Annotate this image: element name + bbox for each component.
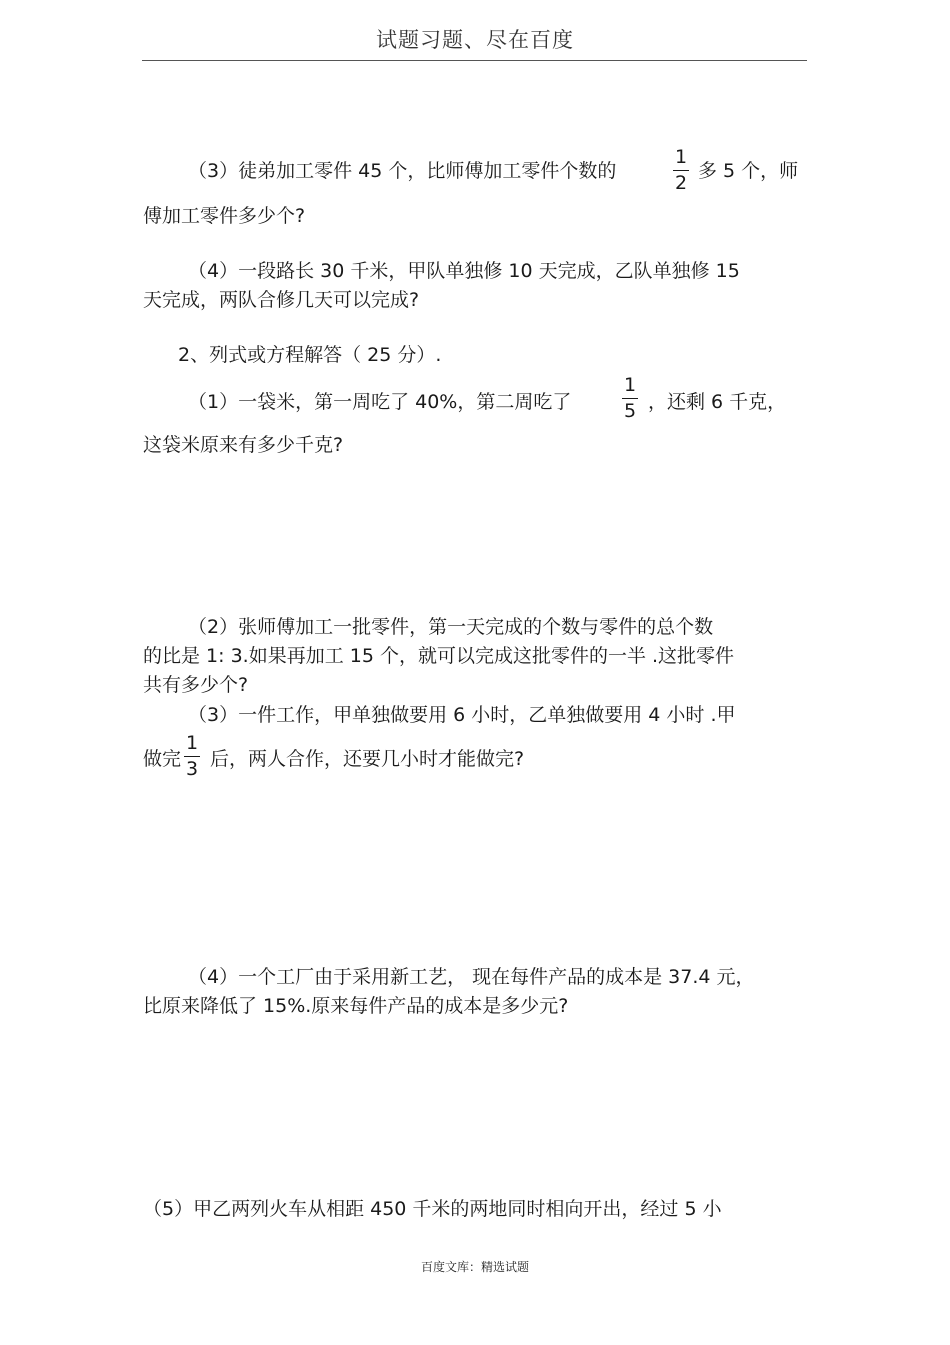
fraction-denominator: 2 — [674, 172, 688, 194]
fraction-one-third — [184, 734, 200, 779]
section2-heading: 2、列式或方程解答（ 25 分）. — [178, 344, 442, 366]
s2q2-line1: （2）张师傅加工一批零件，第一天完成的个数与零件的总个数 — [188, 616, 714, 638]
q3-line1-end: 多 5 个，师 — [698, 160, 799, 182]
s2q2-line2: 的比是 1: 3.如果再加工 15 个，就可以完成这批零件的一半 .这批零件 — [143, 645, 735, 667]
q4-line2: 天完成，两队合修几天可以完成? — [143, 289, 420, 311]
fraction-bar — [673, 170, 689, 171]
s2q1-line2: 这袋米原来有多少千克? — [143, 434, 344, 456]
fraction-one-fifth — [622, 376, 638, 421]
s2q2-line3: 共有多少个? — [143, 674, 249, 696]
s2q4-line2: 比原来降低了 15%.原来每件产品的成本是多少元? — [143, 995, 569, 1017]
q3-line1-start: （3）徒弟加工零件 45 个，比师傅加工零件个数的 — [188, 160, 617, 182]
fraction-numerator: 1 — [185, 732, 199, 754]
s2q1-line1-start: （1）一袋米，第一周吃了 40%，第二周吃了 — [188, 391, 572, 413]
q3-line2: 傅加工零件多少个? — [143, 205, 306, 227]
page-header-title: 试题习题、尽在百度 — [376, 28, 574, 52]
s2q3-line1: （3）一件工作，甲单独做要用 6 小时，乙单独做要用 4 小时 .甲 — [188, 704, 736, 726]
fraction-denominator: 5 — [623, 400, 637, 422]
fraction-bar — [184, 756, 200, 757]
fraction-numerator: 1 — [623, 374, 637, 396]
q4-line1: （4）一段路长 30 千米，甲队单独修 10 天完成，乙队单独修 15 — [188, 260, 740, 282]
header-divider — [142, 60, 807, 61]
s2q3-line2-end: 后，两人合作，还要几小时才能做完? — [210, 748, 525, 770]
s2q1-line1-end: ，还剩 6 千克， — [648, 391, 787, 413]
page-footer: 百度文库：精选试题 — [420, 1260, 529, 1274]
fraction-numerator: 1 — [674, 146, 688, 168]
s2q4-line1: （4）一个工厂由于采用新工艺， 现在每件产品的成本是 37.4 元， — [188, 966, 755, 988]
s2q3-line2-start: 做完 — [143, 748, 182, 770]
fraction-bar — [622, 398, 638, 399]
fraction-one-half — [673, 148, 689, 193]
fraction-denominator: 3 — [185, 758, 199, 780]
s2q5-line1: （5）甲乙两列火车从相距 450 千米的两地同时相向开出，经过 5 小 — [143, 1198, 722, 1220]
